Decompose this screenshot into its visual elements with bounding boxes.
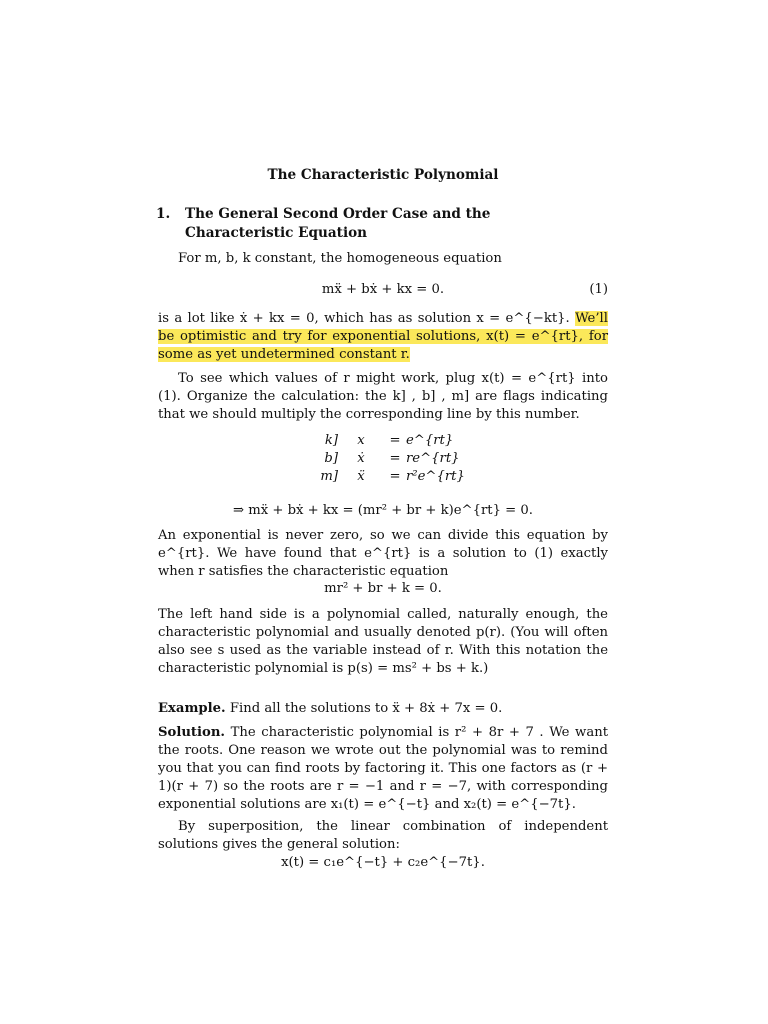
rhs-cell: re^{rt} xyxy=(406,451,460,466)
table-row xyxy=(308,432,466,450)
flag-cell: m] xyxy=(320,469,338,484)
solution-label: Solution. xyxy=(158,725,225,740)
lhs-cell: x xyxy=(357,433,365,448)
general-solution: x(t) = c₁e^{−t} + c₂e^{−7t}. xyxy=(281,855,485,870)
example xyxy=(158,700,608,718)
example-label: Example. xyxy=(158,701,226,716)
intro-text: For m, b, k constant, the homogeneous equation xyxy=(178,251,502,266)
table-row xyxy=(308,468,466,486)
equation-1: mẍ + bẋ + kx = 0. xyxy=(321,282,445,297)
flag-cell: k] xyxy=(324,433,338,448)
section-number: 1. xyxy=(156,206,171,222)
intro-paragraph xyxy=(158,250,608,268)
implies-equation: ⇒ mẍ + bẋ + kx = (mr² + br + k)e^{rt} = 0. xyxy=(232,503,534,518)
lhs-cell: ẍ xyxy=(357,469,365,484)
paragraph-2 xyxy=(158,310,608,364)
eq-cell: = xyxy=(389,433,401,448)
paragraph-6: By superposition, the linear combination of independent solutions gives the general solution: xyxy=(158,819,608,852)
characteristic-equation: mr² + br + k = 0. xyxy=(324,581,442,596)
highlighted-text: We’ll be optimistic and try for exponential solutions, x(t) = e^{rt}, for some as yet undetermined constant r. xyxy=(158,311,608,362)
eq-cell: = xyxy=(389,451,401,466)
paragraph-3: To see which values of r might work, plug x(t) = e^{rt} into (1). Organize the calculation: the k] , b] , m] are flags indicating that we should multiply the corresponding line by this number. xyxy=(158,371,608,422)
rhs-cell: e^{rt} xyxy=(406,433,454,448)
paragraph-4: An exponential is never zero, so we can divide this equation by e^{rt}. We have found that e^{rt} is a solution to (1) exactly when r satisfies the characteristic equation xyxy=(158,528,608,579)
solution-text: The characteristic polynomial is r² + 8r + 7 . We want the roots. One reason we wrote out the polynomial was to remind you that you can find roots by factoring it. This one factors as (r + 1)(r + 7) so the roots are r = −1 and r = −7, with corresponding exponential solutions are x₁(t) = e^{−t} and x₂(t) = e^{−7t}. xyxy=(158,725,608,812)
table-row xyxy=(308,450,466,468)
eq-cell: = xyxy=(389,469,401,484)
solution xyxy=(158,724,608,814)
lhs-cell: ẋ xyxy=(357,451,365,466)
rhs-cell: r²e^{rt} xyxy=(406,469,465,484)
paragraph-5: The left hand side is a polynomial called, naturally enough, the characteristic polynomial and usually denoted p(r). (You will often also see s used as the variable instead of r. With this notation the characteristic polynomial is p(s) = ms² + bs + k.) xyxy=(158,607,608,676)
section-title: The General Second Order Case and the Characteristic Equation xyxy=(185,206,491,241)
flag-cell: b] xyxy=(324,451,338,466)
paragraph-2-text: is a lot like ẋ + kx = 0, which has as solution x = e^{−kt}. xyxy=(158,311,570,326)
flags-table xyxy=(308,432,466,486)
equation-1-number: (1) xyxy=(589,282,608,297)
page-title: The Characteristic Polynomial xyxy=(267,167,499,183)
example-text: Find all the solutions to ẍ + 8ẋ + 7x = 0. xyxy=(229,701,503,716)
